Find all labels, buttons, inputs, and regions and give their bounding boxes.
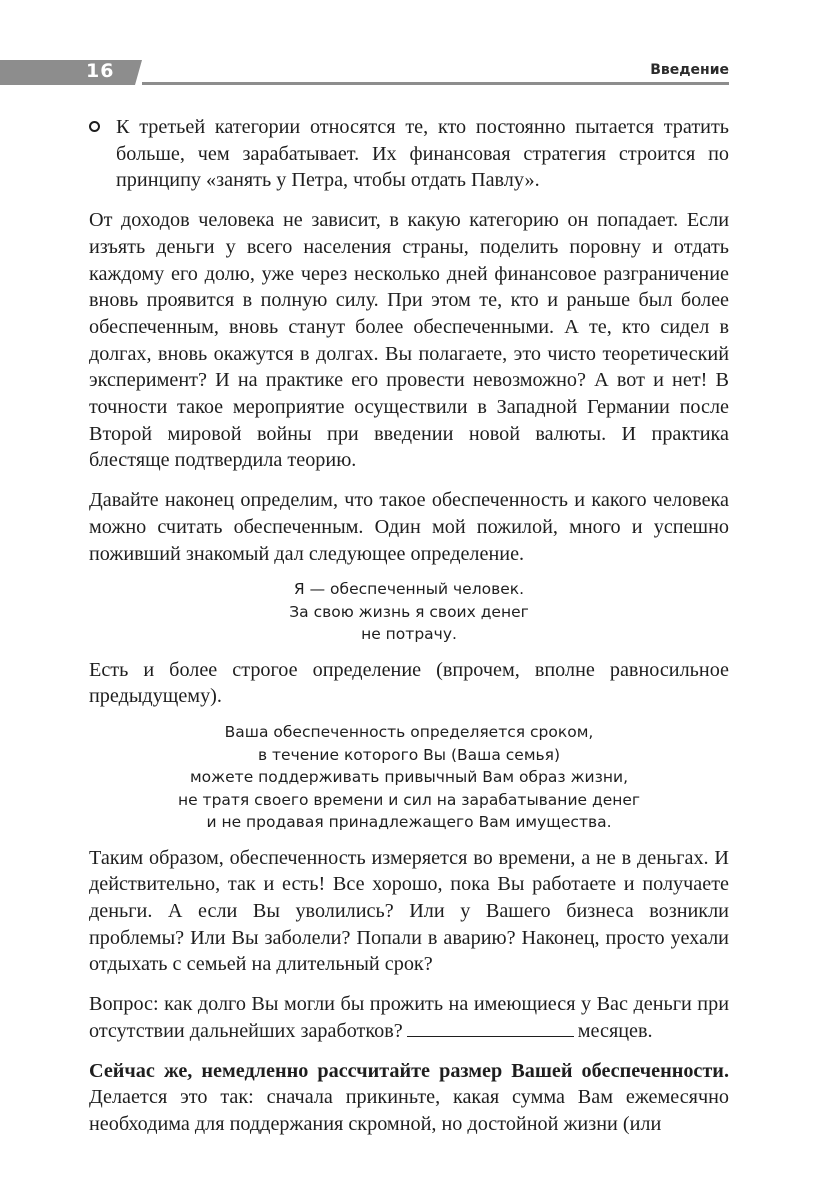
quote-line: в течение которого Вы (Ваша семья) [257,745,561,764]
quote-line: и не продавая принадлежащего Вам имущества. [206,813,612,832]
quote-definition-1 [89,578,729,646]
months-answer-blank[interactable] [407,1020,574,1037]
quote-line: За свою жизнь я своих денег [289,602,529,621]
section-title: Введение [650,62,729,78]
question-text: Вопрос: как долго Вы могли бы прожить на имеющиеся у Вас деньги при отсутствии дальнейших заработков? [89,993,729,1042]
paragraph-time-measure: Таким образом, обеспеченность измеряется во времени, а не в деньгах. И действительно, так и есть! Все хорошо, пока Вы работаете и получаете деньги. А если Вы уволились? Или у Вашего бизнеса возникли проблемы? Или Вы заболели? Попали в аварию? Наконец, просто уехали отдыхать с семьей на длительный срок? [89,846,729,976]
paragraph-calculate [89,1058,729,1138]
bullet-item [89,114,729,194]
page-body [89,114,729,1138]
quote-line: Ваша обеспеченность определяется сроком, [224,723,594,742]
bullet-text: К третьей категории относятся те, кто постоянно пытается тратить больше, чем зарабатывает. Их финансовая стратегия строится по принципу «занять у Петра, чтобы отдать Павлу». [116,116,729,192]
quote-line: можете поддерживать привычный Вам образ жизни, [189,768,629,787]
header-divider [142,82,729,85]
paragraph-currency-experiment: От доходов человека не зависит, в какую категорию он попадает. Если изъять деньги у всего населения страны, поделить поровну и отдать каждому его долю, уже через несколько дней финансовое разграничение вновь проявится в полную силу. При этом те, кто и раньше был более обеспеченным, вновь станут более обеспеченными. А те, кто сидел в долгах, вновь окажутся в долгах. Вы полагаете, это чисто теоретический эксперимент? И на практике его провести невозможно? А вот и нет! В точности такое мероприятие осуществили в Западной Германии после Второй мировой войны при введении новой валюты. И практика блестяще подтвердила теорию. [89,209,729,472]
page-header [0,58,817,88]
quote-line: не тратя своего времени и сил на зарабатывание денег [177,790,641,809]
quote-definition-2 [89,721,729,834]
calculate-text: Делается это так: сначала прикиньте, какая сумма Вам ежемесячно необходима для поддержания скромной, но достойной жизни (или [89,1086,729,1135]
question-suffix: месяцев. [577,1019,653,1042]
paragraph-definition-intro: Давайте наконец определим, что такое обеспеченность и какого человека можно считать обеспеченным. Один мой пожилой, много и успешно поживший знакомый дал следующее определение. [89,489,729,565]
paragraph-strict-definition-intro: Есть и более строгое определение (впрочем, вполне равносильное предыдущему). [89,658,729,708]
paragraph-question [89,991,729,1044]
page-number: 16 [86,60,115,82]
calculate-heading: Сейчас же, немедленно рассчитайте размер Вашей обеспеченности. [89,1059,729,1082]
quote-line: не потрачу. [361,625,457,644]
page-number-tab [0,60,142,85]
quote-line: Я — обеспеченный человек. [293,580,525,599]
circle-bullet-icon [89,121,100,132]
